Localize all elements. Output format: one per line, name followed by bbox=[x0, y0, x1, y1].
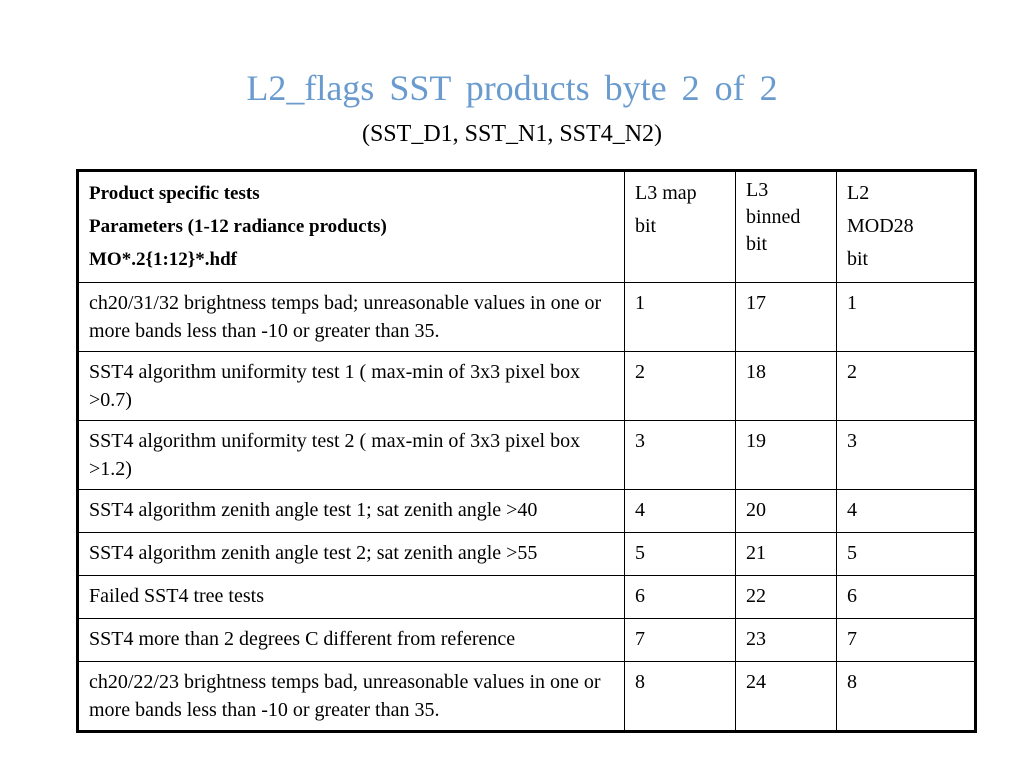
header-cell-l2 bbox=[837, 171, 976, 283]
header-l3-binned-line: L3 bbox=[746, 179, 769, 201]
row-description: ch20/31/32 brightness temps bad; unreasonable values in one or more bands less than -10 or greater than 35. bbox=[78, 283, 625, 352]
table-header-row bbox=[78, 171, 976, 283]
row-l3-map-bit: 1 bbox=[625, 283, 736, 352]
table-row bbox=[78, 576, 976, 619]
table-row bbox=[78, 421, 976, 490]
header-cell-l3-binned bbox=[736, 171, 837, 283]
row-l2-bit: 5 bbox=[837, 533, 976, 576]
header-cell-description bbox=[78, 171, 625, 283]
row-l2-bit: 6 bbox=[837, 576, 976, 619]
table-row bbox=[78, 352, 976, 421]
row-description: SST4 algorithm uniformity test 1 ( max-min of 3x3 pixel box >0.7) bbox=[78, 352, 625, 421]
row-l3-binned-bit: 23 bbox=[736, 619, 837, 662]
row-description: SST4 algorithm uniformity test 2 ( max-min of 3x3 pixel box >1.2) bbox=[78, 421, 625, 490]
header-l2-line: bit bbox=[847, 248, 869, 270]
table-row bbox=[78, 533, 976, 576]
table-row bbox=[78, 283, 976, 352]
slide-subtitle: (SST_D1, SST_N1, SST4_N2) bbox=[361, 121, 663, 147]
row-l3-binned-bit: 21 bbox=[736, 533, 837, 576]
row-l3-binned-bit: 20 bbox=[736, 490, 837, 533]
header-desc-line: MO*.2{1:12}*.hdf bbox=[89, 249, 237, 270]
header-l3-binned-line: bit bbox=[746, 233, 768, 255]
row-description: SST4 algorithm zenith angle test 1; sat zenith angle >40 bbox=[78, 490, 625, 533]
row-l2-bit: 4 bbox=[837, 490, 976, 533]
row-description: SST4 algorithm zenith angle test 2; sat zenith angle >55 bbox=[78, 533, 625, 576]
row-l3-map-bit: 7 bbox=[625, 619, 736, 662]
l2-flags-table bbox=[76, 169, 977, 733]
row-l3-binned-bit: 24 bbox=[736, 662, 837, 732]
header-l2-line: MOD28 bbox=[847, 215, 914, 237]
row-l3-map-bit: 6 bbox=[625, 576, 736, 619]
row-l3-map-bit: 2 bbox=[625, 352, 736, 421]
row-l3-map-bit: 3 bbox=[625, 421, 736, 490]
table-row bbox=[78, 662, 976, 732]
row-l2-bit: 8 bbox=[837, 662, 976, 732]
header-desc-line: Parameters (1-12 radiance products) bbox=[89, 216, 387, 237]
row-l3-map-bit: 4 bbox=[625, 490, 736, 533]
header-l2-line: L2 bbox=[847, 182, 870, 204]
slide-title: L2_flags SST products byte 2 of 2 bbox=[246, 68, 778, 108]
row-l3-binned-bit: 22 bbox=[736, 576, 837, 619]
row-description: SST4 more than 2 degrees C different from reference bbox=[78, 619, 625, 662]
row-l3-binned-bit: 17 bbox=[736, 283, 837, 352]
row-l2-bit: 7 bbox=[837, 619, 976, 662]
table-row bbox=[78, 490, 976, 533]
row-l3-binned-bit: 19 bbox=[736, 421, 837, 490]
row-description: ch20/22/23 brightness temps bad, unreasonable values in one or more bands less than -10 or greater than 35. bbox=[78, 662, 625, 732]
row-description: Failed SST4 tree tests bbox=[78, 576, 625, 619]
header-l3-map-line: L3 map bbox=[635, 182, 697, 204]
header-l3-map-line: bit bbox=[635, 215, 657, 237]
row-l3-map-bit: 5 bbox=[625, 533, 736, 576]
table-row bbox=[78, 619, 976, 662]
header-l3-binned-line: binned bbox=[746, 206, 801, 228]
row-l2-bit: 1 bbox=[837, 283, 976, 352]
row-l2-bit: 2 bbox=[837, 352, 976, 421]
header-cell-l3-map bbox=[625, 171, 736, 283]
row-l2-bit: 3 bbox=[837, 421, 976, 490]
header-desc-line: Product specific tests bbox=[89, 183, 260, 204]
row-l3-binned-bit: 18 bbox=[736, 352, 837, 421]
row-l3-map-bit: 8 bbox=[625, 662, 736, 732]
